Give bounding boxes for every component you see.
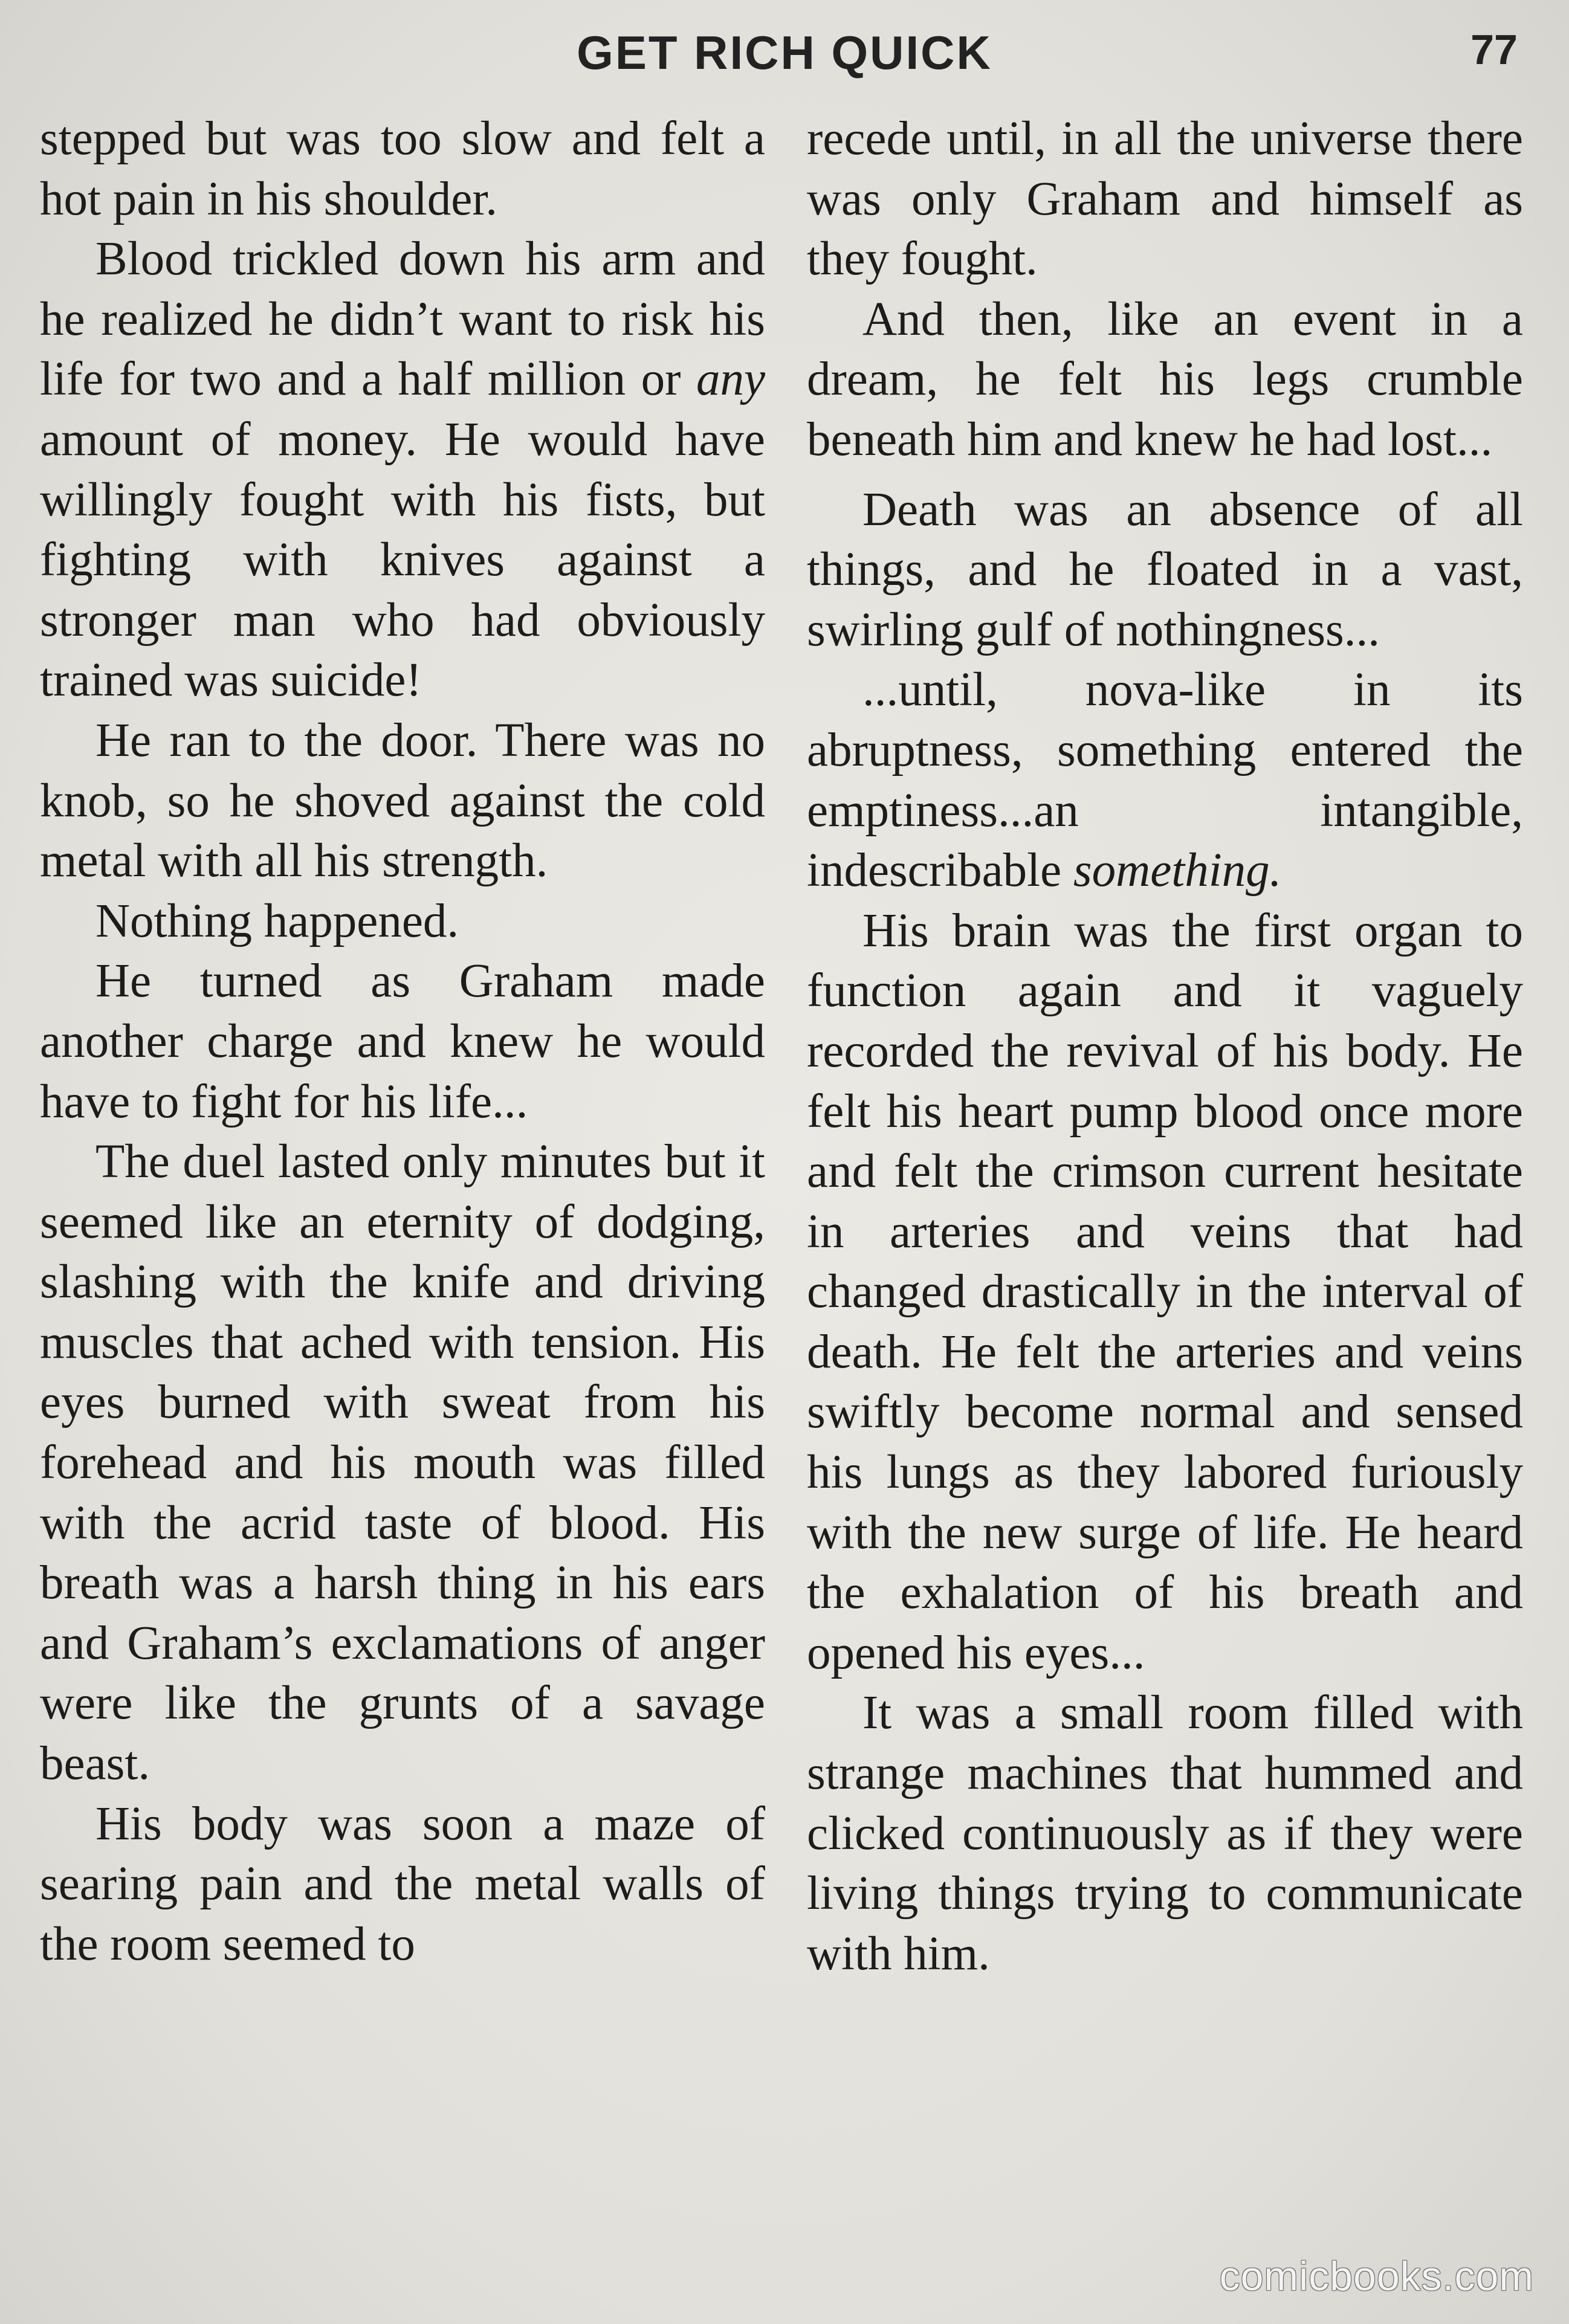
- paragraph: [40, 229, 765, 711]
- paragraph-text: ...until, nova-like in its abruptness, something entered the emptiness...an intangible, indescribable: [807, 663, 1523, 897]
- paragraph: [807, 660, 1523, 900]
- paragraph: He turned as Graham made another charge and knew he would have to fight for his life...: [40, 955, 765, 1128]
- paragraph: The duel lasted only minutes but it seemed like an eternity of dodging, slashing with the knife and driving muscles that ached with tension. His eyes burned with sweat from his forehead and his mouth was filled with the acrid taste of blood. His breath was a harsh thing in his ears and Graham’s exclamations of anger were like the grunts of a savage beast.: [40, 1135, 765, 1790]
- paragraph: It was a small room filled with strange machines that hummed and clicked continuously as if they were living things trying to communicate with him.: [807, 1687, 1523, 1980]
- paragraph: He ran to the door. There was no knob, so he shoved against the cold metal with all his strength.: [40, 714, 765, 888]
- paragraph-text: amount of money. He would have willingly fought with his fists, but fighting with knives against a stronger man who had obviously trained was suicide!: [40, 413, 765, 707]
- paragraph-text: Blood trickled down his arm and he realized he didn’t want to risk his life for two and a half million or: [40, 233, 765, 406]
- page-number: 77: [1470, 26, 1518, 73]
- paragraph: recede until, in all the universe there was only Graham and himself as they fought.: [807, 112, 1523, 286]
- emphasis-text: something.: [1073, 844, 1282, 897]
- paragraph: Nothing happened.: [95, 894, 459, 947]
- emphasis-text: any: [696, 353, 766, 406]
- watermark-text: comicbooks.com: [1219, 2253, 1534, 2299]
- paragraph: Death was an absence of all things, and he floated in a vast, swirling gulf of nothingness...: [807, 483, 1523, 656]
- paragraph: His body was soon a maze of searing pain and the metal walls of the room seemed to: [40, 1797, 765, 1971]
- right-column: [807, 109, 1523, 1984]
- paragraph: And then, like an event in a dream, he felt his legs crumble beneath him and knew he had lost...: [807, 292, 1523, 466]
- left-column: [40, 109, 765, 1974]
- paragraph: stepped but was too slow and felt a hot pain in his shoulder.: [40, 112, 765, 225]
- running-header: [0, 13, 1569, 86]
- paragraph: His brain was the first organ to function again and it vaguely recorded the revival of his body. He felt his heart pump blood once more and felt the crimson current hesitate in arteries and veins that had changed drastically in the interval of death. He felt the arteries and veins swiftly become normal and sensed his lungs as they labored furiously with the new surge of life. He heard the exhalation of his breath and opened his eyes...: [807, 904, 1523, 1679]
- story-title: GET RICH QUICK: [577, 26, 992, 79]
